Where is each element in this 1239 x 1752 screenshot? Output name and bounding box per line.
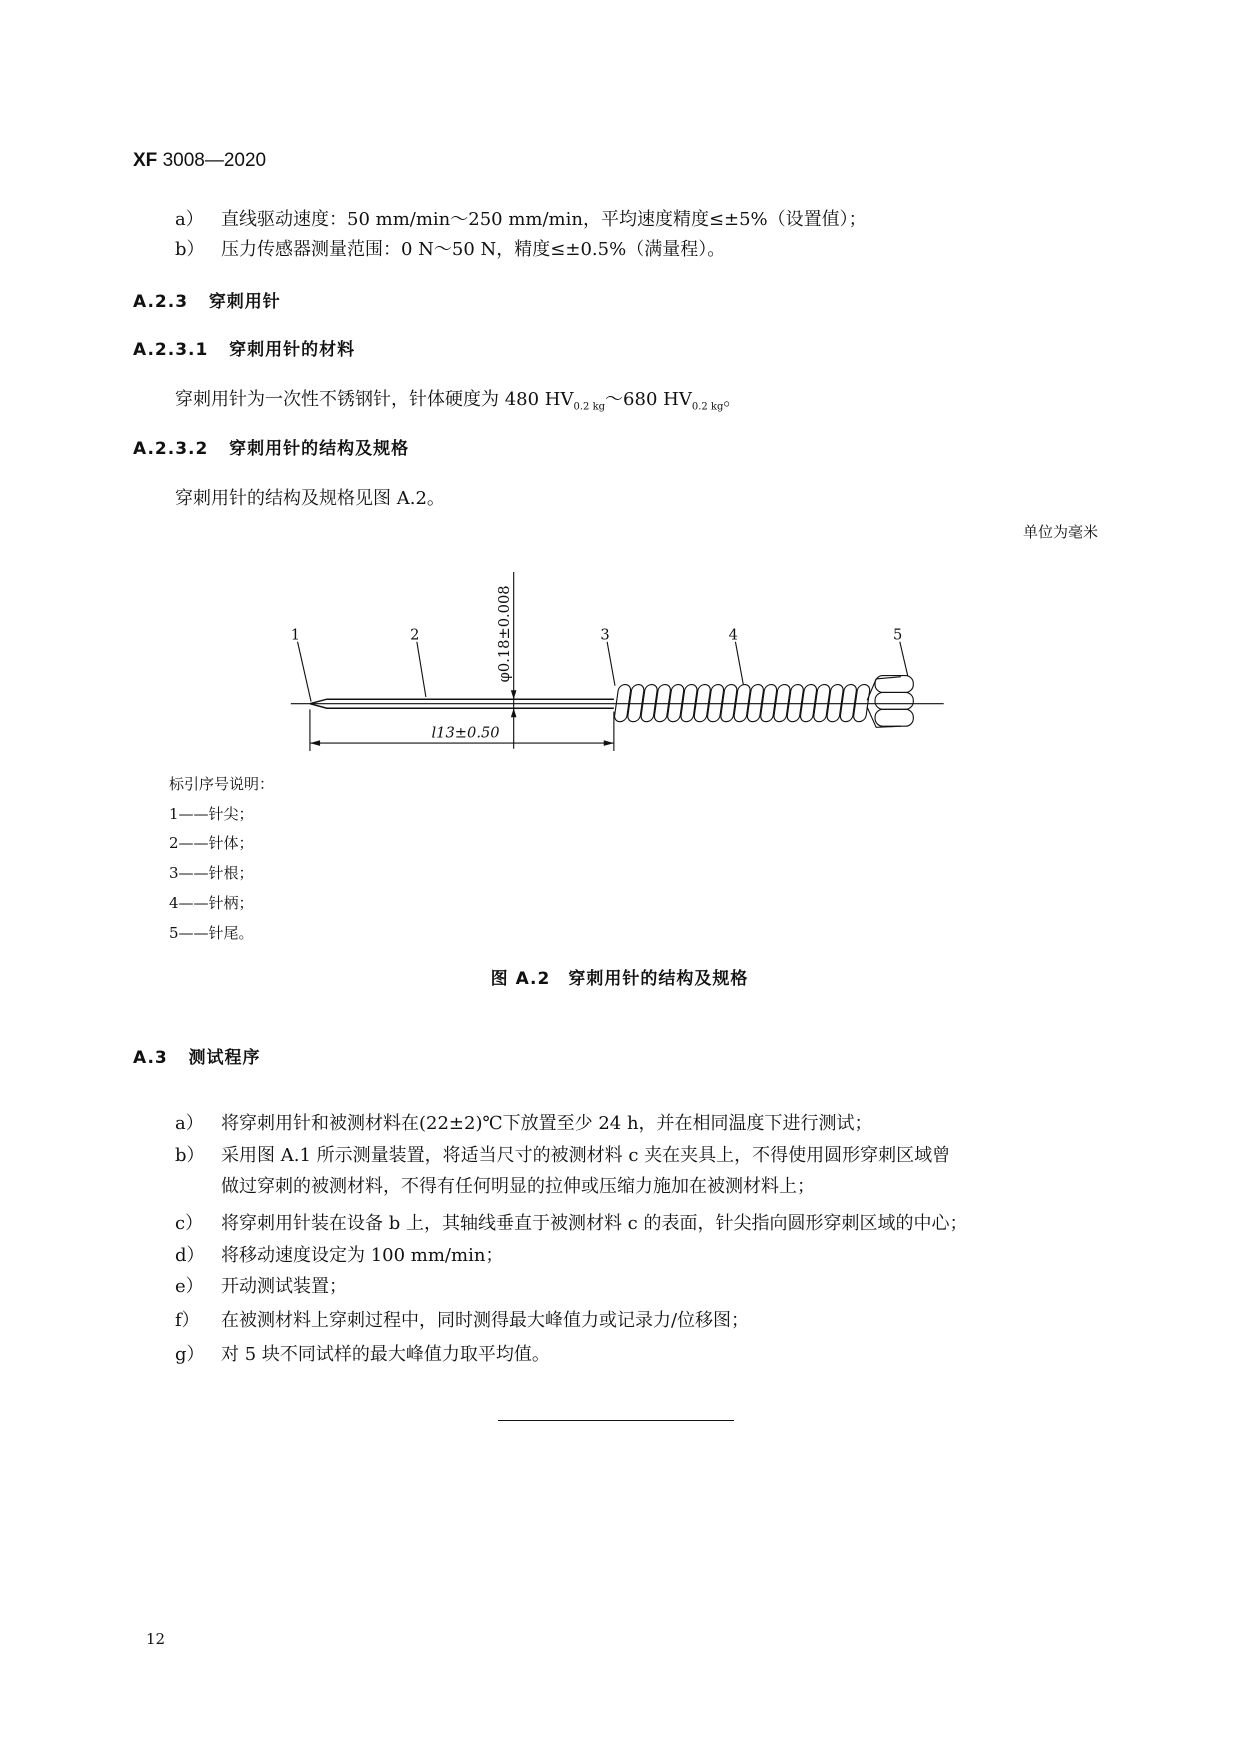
procedure-item: b） 采用图 A.1 所示测量装置，将适当尺寸的被测材料 c 夹在夹具上，不得使用圆形穿刺区域曾 <box>175 1145 951 1166</box>
spec-item-a <box>175 209 867 231</box>
procedure-item: a） 将穿刺用针和被测材料在(22±2)℃下放置至少 24 h，并在相同温度下进行测试； <box>175 1113 873 1134</box>
end-rule <box>498 1420 734 1421</box>
procedure-item: c） 将穿刺用针装在设备 b 上，其轴线垂直于被测材料 c 的表面，针尖指向圆形穿刺区域的中心； <box>175 1213 968 1234</box>
spec-item-b <box>175 239 725 261</box>
heading-a232: A.2.3.2 穿刺用针的结构及规格 <box>133 439 410 459</box>
standard-number: 3008—2020 <box>162 150 267 171</box>
length-label: l13±0.50 <box>431 724 500 742</box>
legend-item: 1——针尖； <box>169 805 254 823</box>
item-label: a） <box>175 209 204 230</box>
procedure-item: f） 在被测材料上穿刺过程中，同时测得最大峰值力或记录力/位移图； <box>175 1310 750 1331</box>
page-number: 12 <box>146 1630 166 1648</box>
legend-item: 4——针柄； <box>169 894 254 912</box>
callout-3: 3 <box>600 626 610 644</box>
callout-4: 4 <box>728 626 739 644</box>
item-label: b） <box>175 239 205 260</box>
structure-paragraph: 穿刺用针的结构及规格见图 A.2。 <box>175 488 445 509</box>
procedure-item-continuation: 做过穿刺的被测材料，不得有任何明显的拉伸或压缩力施加在被测材料上； <box>221 1176 815 1197</box>
figure-caption: 图 A.2 穿刺用针的结构及规格 <box>490 969 749 989</box>
callout-5: 5 <box>893 626 903 644</box>
needle-figure <box>287 563 952 760</box>
procedure-item: d） 将移动速度设定为 100 mm/min； <box>175 1245 504 1266</box>
item-text: 直线驱动速度：50 mm/min～250 mm/min，平均速度精度≤±5%（设置值）； <box>221 209 867 230</box>
heading-a3: A.3 测试程序 <box>133 1048 261 1068</box>
procedure-item: g） 对 5 块不同试样的最大峰值力取平均值。 <box>175 1344 550 1365</box>
standard-prefix: XF <box>133 150 158 171</box>
procedure-item: e） 开动测试装置； <box>175 1276 347 1297</box>
document-code <box>133 150 266 172</box>
legend-item: 3——针根； <box>169 864 254 882</box>
item-text: 压力传感器测量范围：0 N～50 N，精度≤±0.5%（满量程）。 <box>221 239 726 260</box>
material-paragraph: 穿刺用针为一次性不锈钢针，针体硬度为 480 $HV_{0.2 kg}\sim 680$ $HV_{0.2 kg}$。 <box>175 389 742 413</box>
heading-a23: A.2.3 穿刺用针 <box>133 292 281 312</box>
callout-2: 2 <box>410 626 420 644</box>
legend-title: 标引序号说明： <box>169 775 275 793</box>
callout-1: 1 <box>290 626 301 644</box>
unit-note: 单位为毫米 <box>1022 523 1098 541</box>
heading-a231: A.2.3.1 穿刺用针的材料 <box>133 340 356 360</box>
diameter-label: φ0.18±0.008 <box>496 585 514 683</box>
legend-item: 2——针体； <box>169 834 254 852</box>
needle-tail <box>867 676 913 728</box>
legend-item: 5——针尾。 <box>169 924 254 942</box>
